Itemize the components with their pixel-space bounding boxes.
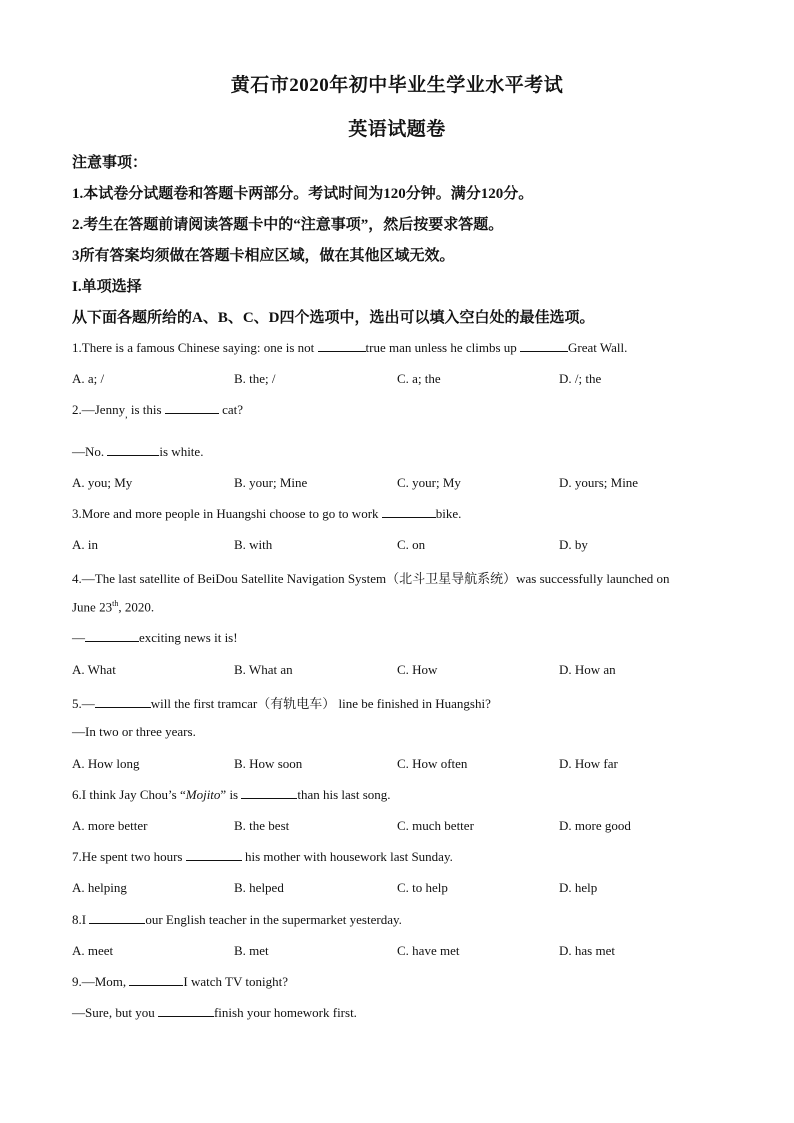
answer-blank bbox=[318, 340, 366, 352]
question-3: 3.More and more people in Huangshi choose to go to work bike. bbox=[72, 506, 462, 521]
option-a: A. a; / bbox=[72, 371, 105, 386]
question-4: 4.—The last satellite of BeiDou Satellite Navigation System（北斗卫星导航系统）was successfully launched on bbox=[72, 571, 670, 586]
answer-blank bbox=[107, 444, 159, 456]
question-4-date: June 23th, 2020. bbox=[72, 599, 155, 615]
question-8: 8.I our English teacher in the supermarket yesterday. bbox=[72, 912, 402, 927]
option-c: C. on bbox=[397, 537, 426, 552]
option-d: D. yours; Mine bbox=[559, 475, 639, 490]
answer-blank bbox=[520, 340, 568, 352]
option-a: A. meet bbox=[72, 943, 114, 958]
option-b: B. helped bbox=[234, 880, 284, 895]
question-4-reply: — exciting news it is! bbox=[72, 630, 238, 645]
option-c: C. have met bbox=[397, 943, 460, 958]
question-5: 5.— will the first tramcar（有轨电车） line be finished in Huangshi? bbox=[72, 696, 491, 711]
question-2-reply: —No. is white. bbox=[72, 444, 204, 459]
option-a: A. helping bbox=[72, 880, 127, 895]
option-d: D. more good bbox=[559, 818, 631, 833]
exam-subtitle: 英语试题卷 bbox=[348, 119, 446, 140]
section-instruction: 从下面各题所给的A、B、C、D四个选项中，选出可以填入空白处的最佳选项。 bbox=[72, 310, 595, 326]
question-1: 1.There is a famous Chinese saying: one is not true man unless he climbs up Great Wall. bbox=[72, 340, 628, 355]
answer-blank bbox=[382, 506, 436, 518]
answer-blank bbox=[158, 1005, 214, 1017]
option-a: A. more better bbox=[72, 818, 148, 833]
answer-blank bbox=[186, 849, 242, 861]
option-c: C. your; My bbox=[397, 475, 461, 490]
question-6: 6.I think Jay Chou’s “Mojito” is than his last song. bbox=[72, 787, 391, 802]
option-c: C. a; the bbox=[397, 371, 441, 386]
option-a: A. How long bbox=[72, 756, 140, 771]
option-b: B. What an bbox=[234, 662, 293, 677]
question-9-reply: —Sure, but you finish your homework first. bbox=[72, 1005, 357, 1020]
option-b: B. your; Mine bbox=[234, 475, 308, 490]
answer-blank bbox=[95, 696, 151, 708]
option-d: D. by bbox=[559, 537, 588, 552]
answer-blank bbox=[165, 402, 219, 414]
option-c: C. much better bbox=[397, 818, 474, 833]
notes-heading: 注意事项： bbox=[72, 155, 148, 171]
exam-title: 黄石市2020年初中毕业生学业水平考试 bbox=[230, 75, 564, 96]
option-a: A. What bbox=[72, 662, 116, 677]
note-item-3: 3所有答案均须做在答题卡相应区域，做在其他区域无效。 bbox=[72, 248, 455, 264]
answer-blank bbox=[85, 630, 139, 642]
option-d: D. has met bbox=[559, 943, 615, 958]
section-title: I.单项选择 bbox=[72, 279, 142, 295]
option-d: D. How far bbox=[559, 756, 618, 771]
option-d: D. /; the bbox=[559, 371, 602, 386]
option-b: B. the; / bbox=[234, 371, 276, 386]
option-b: B. with bbox=[234, 537, 273, 552]
option-d: D. help bbox=[559, 880, 598, 895]
option-a: A. in bbox=[72, 537, 98, 552]
option-d: D. How an bbox=[559, 662, 616, 677]
option-b: B. How soon bbox=[234, 756, 303, 771]
note-item-1: 1.本试卷分试题卷和答题卡两部分。考试时间为120分钟。满分120分。 bbox=[72, 186, 534, 202]
answer-blank bbox=[129, 974, 183, 986]
option-c: C. How often bbox=[397, 756, 468, 771]
question-5-reply: —In two or three years. bbox=[72, 724, 196, 739]
option-b: B. the best bbox=[234, 818, 290, 833]
option-c: C. How bbox=[397, 662, 438, 677]
question-9: 9.—Mom, I watch TV tonight? bbox=[72, 974, 289, 989]
answer-blank bbox=[89, 912, 145, 924]
option-b: B. met bbox=[234, 943, 269, 958]
option-c: C. to help bbox=[397, 880, 448, 895]
question-2: 2.—Jenny$_,$ is this cat? bbox=[72, 402, 243, 421]
note-item-2: 2.考生在答题前请阅读答题卡中的“注意事项”，然后按要求答题。 bbox=[72, 217, 504, 233]
option-a: A. you; My bbox=[72, 475, 133, 490]
answer-blank bbox=[241, 787, 297, 799]
question-7: 7.He spent two hours his mother with housework last Sunday. bbox=[72, 849, 453, 864]
